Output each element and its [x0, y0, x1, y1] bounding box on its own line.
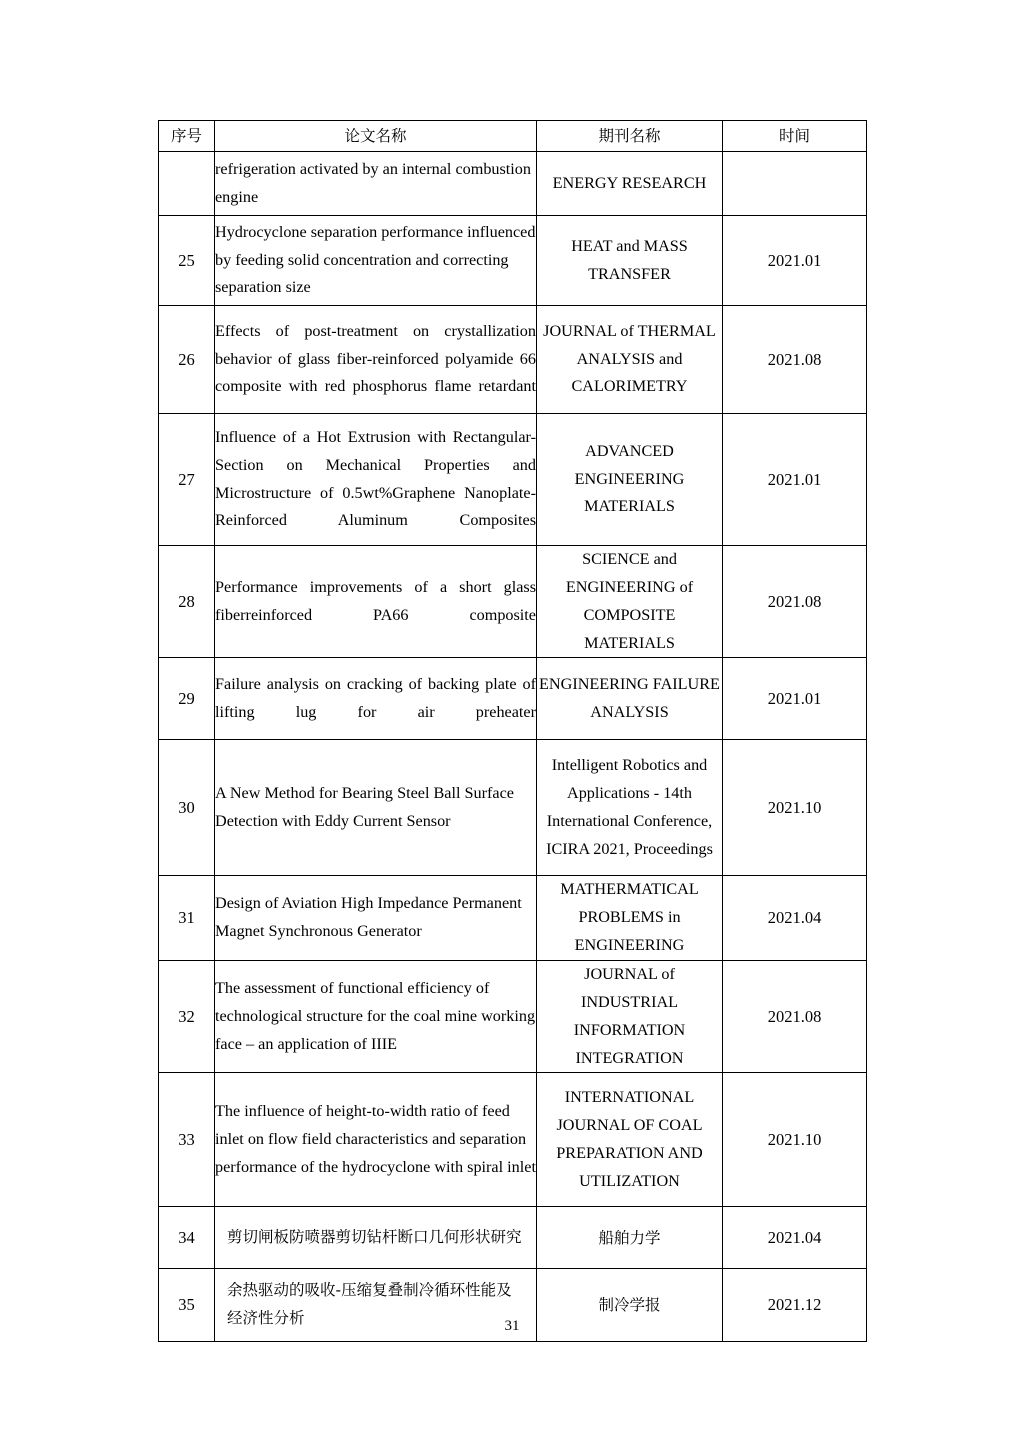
cell-seq: 35 [159, 1269, 215, 1341]
cell-title: Effects of post-treatment on crystallization behavior of glass fiber-reinforced polyamide 66 composite with red phosphorus flame retardant [215, 306, 537, 414]
cell-journal: ENERGY RESEARCH [537, 152, 723, 216]
column-header-seq: 序号 [159, 121, 215, 152]
cell-seq: 34 [159, 1207, 215, 1269]
cell-title: 剪切闸板防喷器剪切钻杆断口几何形状研究 [215, 1207, 537, 1269]
paper-list-table-container [158, 120, 866, 1342]
cell-title: Performance improvements of a short glass fiberreinforced PA66 composite [215, 546, 537, 658]
cell-seq [159, 152, 215, 216]
cell-journal: ENGINEERING FAILURE ANALYSIS [537, 658, 723, 740]
cell-seq: 33 [159, 1073, 215, 1207]
cell-title: The influence of height-to-width ratio of feed inlet on flow field characteristics and separation performance of the hydrocyclone with spiral inlet [215, 1073, 537, 1207]
table-row [159, 414, 867, 546]
cell-title: refrigeration activated by an internal combustion engine [215, 152, 537, 216]
table-row [159, 1207, 867, 1269]
cell-seq: 30 [159, 740, 215, 876]
cell-seq: 25 [159, 216, 215, 306]
column-header-time: 时间 [723, 121, 867, 152]
cell-time: 2021.10 [723, 1073, 867, 1207]
cell-journal: ADVANCED ENGINEERING MATERIALS [537, 414, 723, 546]
table-row [159, 961, 867, 1073]
cell-title: A New Method for Bearing Steel Ball Surface Detection with Eddy Current Sensor [215, 740, 537, 876]
cell-journal: HEAT and MASS TRANSFER [537, 216, 723, 306]
cell-time [723, 152, 867, 216]
cell-title: Design of Aviation High Impedance Permanent Magnet Synchronous Generator [215, 876, 537, 961]
cell-time: 2021.01 [723, 216, 867, 306]
cell-time: 2021.12 [723, 1269, 867, 1341]
table-row [159, 876, 867, 961]
column-header-title: 论文名称 [215, 121, 537, 152]
cell-time: 2021.08 [723, 546, 867, 658]
table-row [159, 546, 867, 658]
cell-title: The assessment of functional efficiency of technological structure for the coal mine working face – an application of IIIE [215, 961, 537, 1073]
cell-seq: 26 [159, 306, 215, 414]
cell-title: Influence of a Hot Extrusion with Rectangular-Section on Mechanical Properties and Microstructure of 0.5wt%Graphene Nanoplate-Reinforced Aluminum Composites [215, 414, 537, 546]
cell-time: 2021.04 [723, 876, 867, 961]
table-row [159, 740, 867, 876]
paper-list-table [158, 120, 867, 1342]
cell-seq: 29 [159, 658, 215, 740]
cell-journal: MATHERMATICAL PROBLEMS in ENGINEERING [537, 876, 723, 961]
cell-time: 2021.08 [723, 306, 867, 414]
cell-seq: 32 [159, 961, 215, 1073]
table-header-row [159, 121, 867, 152]
cell-time: 2021.08 [723, 961, 867, 1073]
cell-title: Hydrocyclone separation performance influenced by feeding solid concentration and correcting separation size [215, 216, 537, 306]
table-row [159, 1073, 867, 1207]
cell-journal: JOURNAL of THERMAL ANALYSIS and CALORIMETRY [537, 306, 723, 414]
cell-journal: JOURNAL of INDUSTRIAL INFORMATION INTEGRATION [537, 961, 723, 1073]
cell-journal: Intelligent Robotics and Applications - 14th International Conference, ICIRA 2021, Proceedings [537, 740, 723, 876]
table-row [159, 306, 867, 414]
cell-journal: SCIENCE and ENGINEERING of COMPOSITE MATERIALS [537, 546, 723, 658]
table-row [159, 152, 867, 216]
cell-seq: 27 [159, 414, 215, 546]
table-row [159, 658, 867, 740]
page-number: 31 [504, 1318, 520, 1334]
cell-time: 2021.01 [723, 414, 867, 546]
cell-time: 2021.04 [723, 1207, 867, 1269]
cell-title: 余热驱动的吸收-压缩复叠制冷循环性能及经济性分析 [215, 1269, 537, 1341]
table-row [159, 216, 867, 306]
cell-seq: 28 [159, 546, 215, 658]
cell-time: 2021.10 [723, 740, 867, 876]
cell-seq: 31 [159, 876, 215, 961]
cell-journal: 船舶力学 [537, 1207, 723, 1269]
cell-journal: 制冷学报 [537, 1269, 723, 1341]
cell-time: 2021.01 [723, 658, 867, 740]
cell-title: Failure analysis on cracking of backing plate of lifting lug for air preheater [215, 658, 537, 740]
column-header-journal: 期刊名称 [537, 121, 723, 152]
cell-journal: INTERNATIONAL JOURNAL OF COAL PREPARATION AND UTILIZATION [537, 1073, 723, 1207]
